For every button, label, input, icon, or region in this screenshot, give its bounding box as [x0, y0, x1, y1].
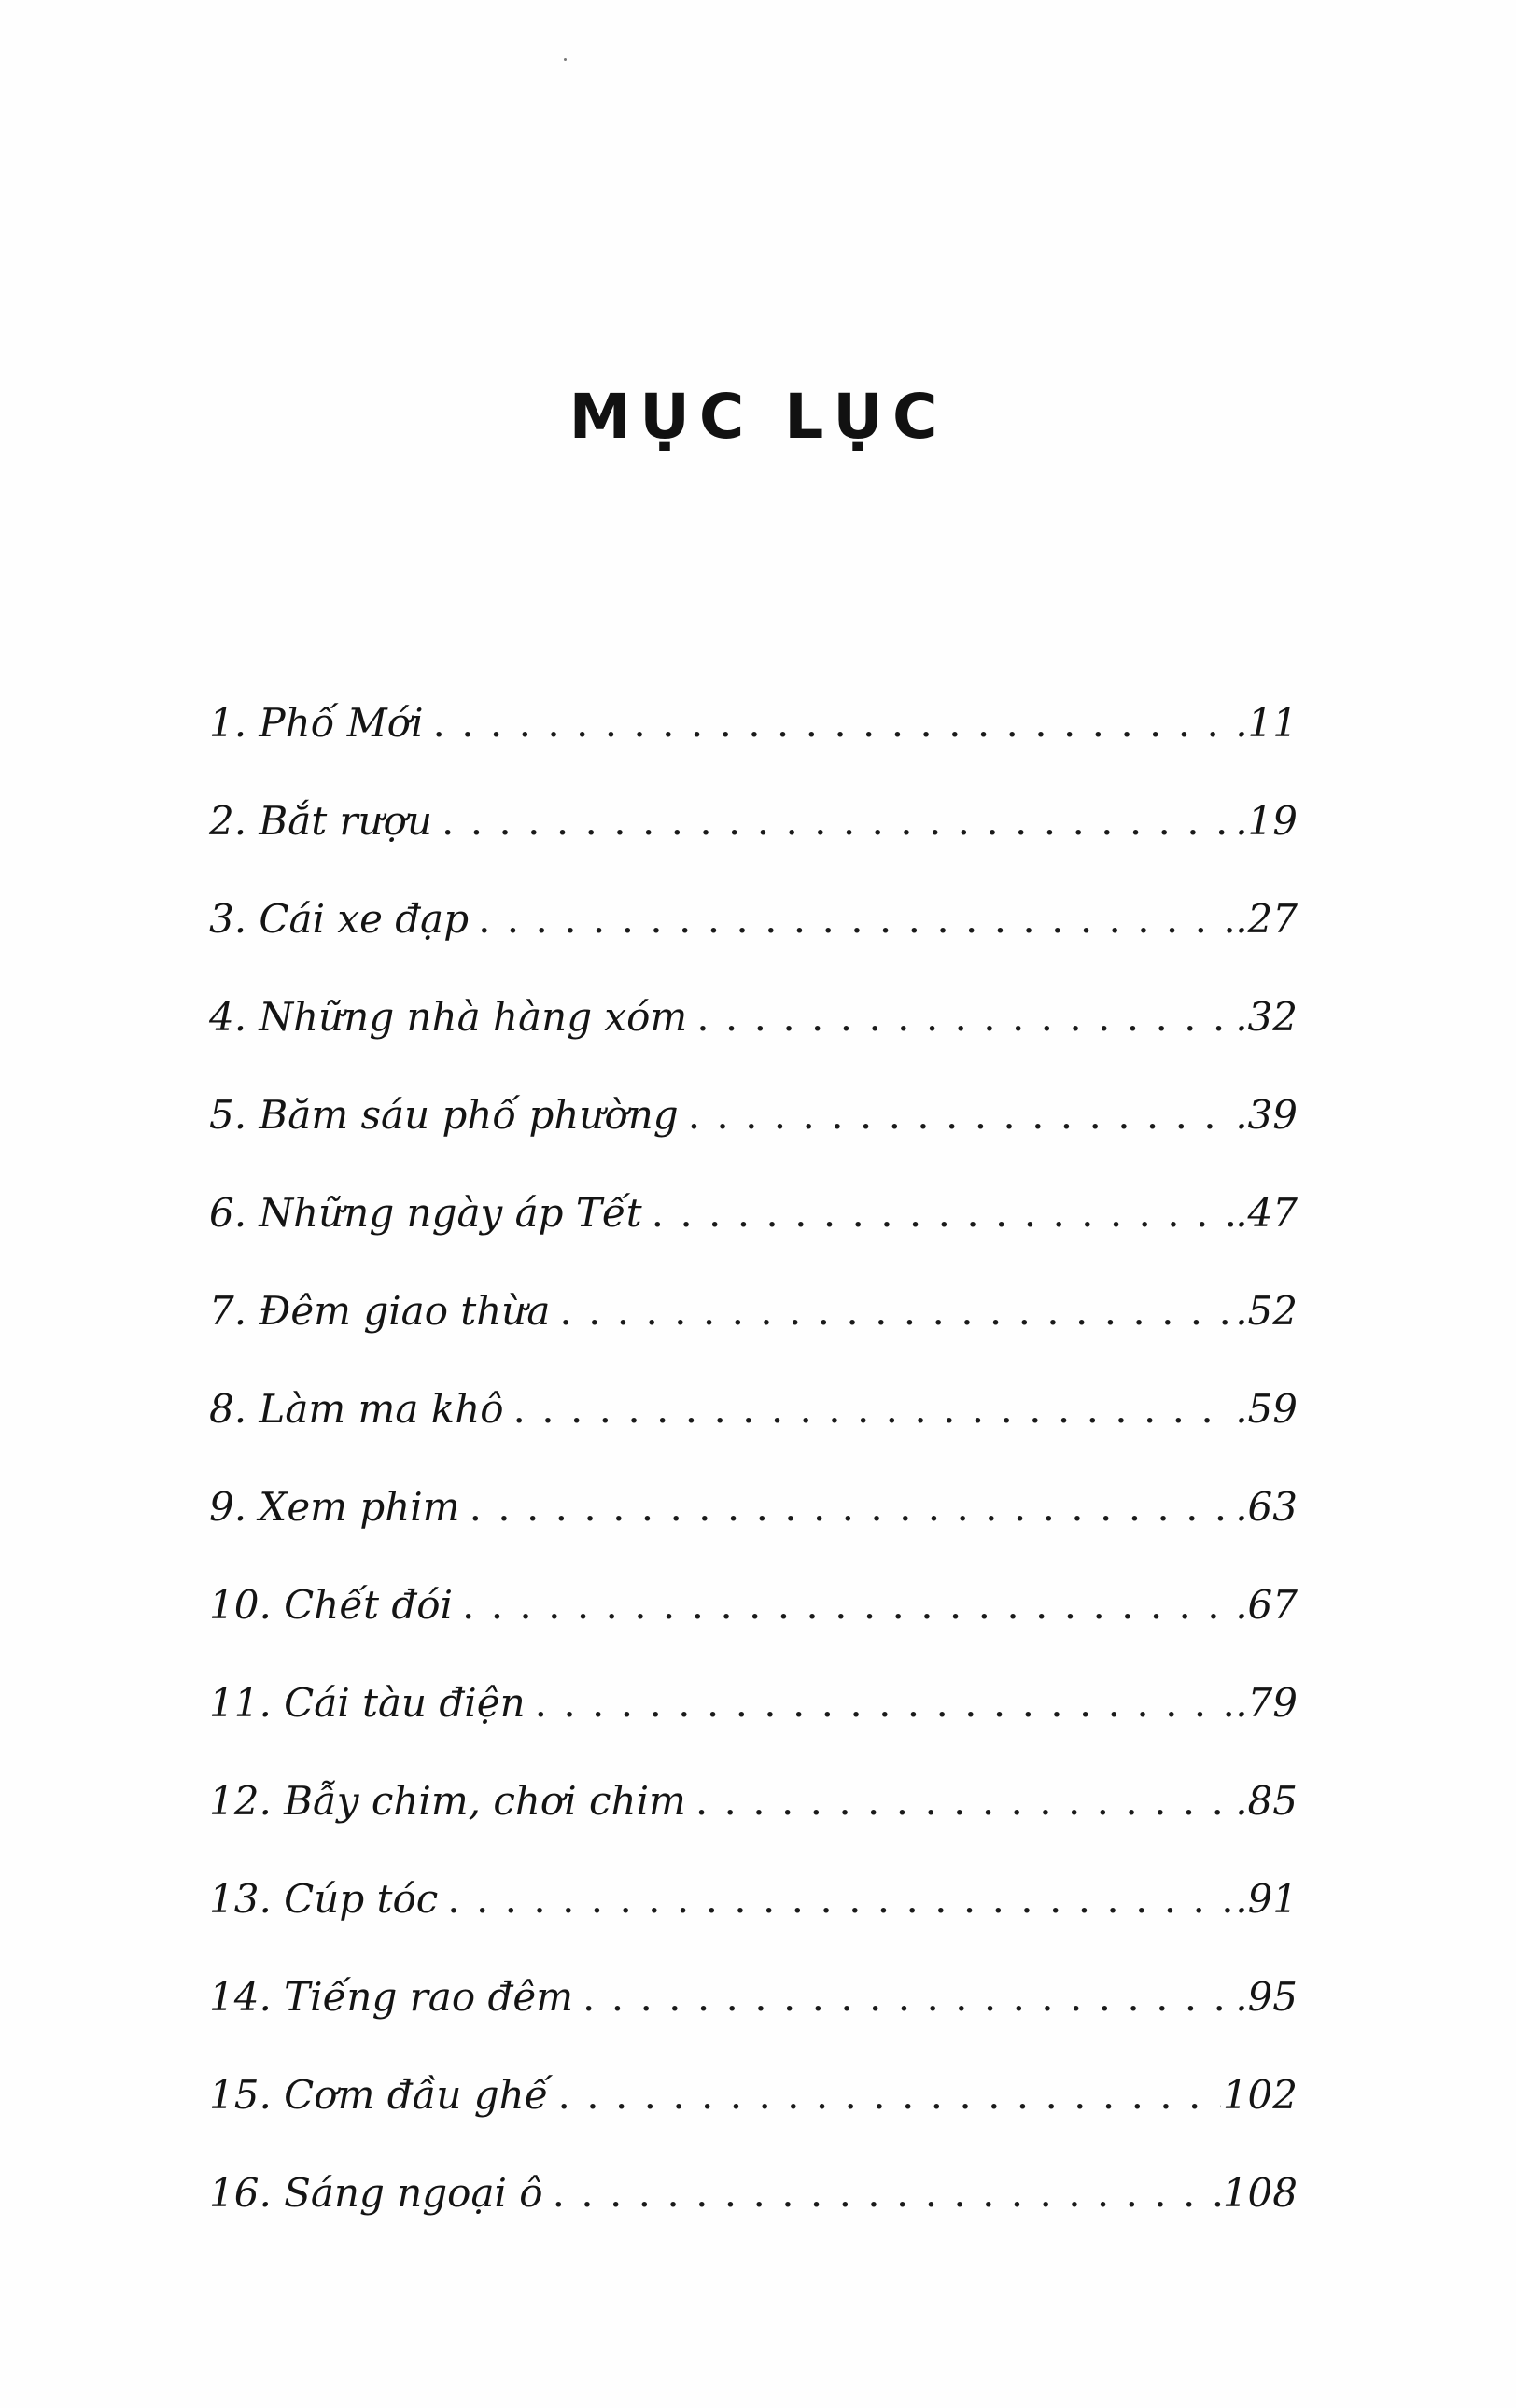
- toc-entry-title: 4. Những nhà hàng xóm: [209, 994, 688, 1040]
- toc-entry: [209, 1829, 1298, 1927]
- print-speck: [564, 58, 567, 61]
- toc-entry-title: 7. Đêm giao thừa: [209, 1288, 551, 1334]
- toc-entry: [209, 1045, 1298, 1143]
- toc-entry-title: 6. Những ngày áp Tết: [209, 1190, 642, 1236]
- toc-entry-title: 14. Tiếng rao đêm: [209, 1974, 574, 2020]
- toc-entry-page-number: .47: [1235, 1190, 1298, 1236]
- toc-entry: [209, 1927, 1298, 2025]
- toc-entry: [209, 849, 1298, 947]
- toc-entry-title: 12. Bẫy chim, chơi chim: [209, 1778, 686, 1824]
- dot-leader: [684, 1087, 1234, 1143]
- toc-entry: [209, 947, 1298, 1045]
- toc-entry-title: 5. Băm sáu phố phường: [209, 1092, 679, 1138]
- toc-entry: [209, 1535, 1298, 1633]
- toc-entry: [209, 653, 1298, 751]
- toc-entry: [209, 751, 1298, 849]
- dot-leader: [458, 1577, 1233, 1633]
- toc-entry-page-number: .67: [1235, 1582, 1298, 1628]
- toc-entry-page-number: .91: [1235, 1876, 1298, 1922]
- toc-entry: [209, 1731, 1298, 1829]
- toc-entry-page-number: .85: [1235, 1778, 1298, 1824]
- toc-entry: [209, 1633, 1298, 1731]
- dot-leader: [474, 891, 1233, 947]
- toc-entry-title: 2. Bắt rượu: [209, 798, 433, 844]
- toc-entry-title: 13. Cúp tóc: [209, 1876, 439, 1922]
- toc-entry-page-number: 108: [1222, 2170, 1298, 2216]
- toc-entry-page-number: .32: [1235, 994, 1298, 1040]
- dot-leader: [429, 695, 1234, 751]
- dot-leader: [692, 1773, 1233, 1829]
- toc-entry-page-number: .63: [1235, 1484, 1298, 1530]
- dot-leader: [466, 1479, 1234, 1535]
- toc-entry: [209, 2025, 1298, 2123]
- toc-entry: [209, 1437, 1298, 1535]
- toc-entry-page-number: .11: [1235, 700, 1298, 746]
- toc-entry-page-number: .95: [1235, 1974, 1298, 2020]
- dot-leader: [555, 1283, 1233, 1339]
- dot-leader: [531, 1675, 1234, 1731]
- table-of-contents: [209, 653, 1298, 2221]
- toc-entry-page-number: 102: [1222, 2072, 1298, 2118]
- toc-entry-page-number: .59: [1235, 1386, 1298, 1432]
- toc-entry-title: 15. Cơm đầu ghế: [209, 2072, 549, 2118]
- toc-entry-page-number: .27: [1235, 896, 1298, 942]
- dot-leader: [693, 989, 1233, 1045]
- dot-leader: [510, 1381, 1234, 1437]
- toc-entry: [209, 1339, 1298, 1437]
- toc-entry-title: 3. Cái xe đạp: [209, 896, 470, 942]
- toc-entry-page-number: .79: [1235, 1680, 1298, 1726]
- toc-entry: [209, 1241, 1298, 1339]
- page-title: MỤC LỤC: [568, 381, 948, 454]
- toc-entry-title: 1. Phố Mới: [209, 700, 424, 746]
- toc-entry: [209, 2123, 1298, 2221]
- dot-leader: [549, 2165, 1221, 2221]
- toc-entry: [209, 1143, 1298, 1241]
- toc-entry-page-number: .52: [1235, 1288, 1298, 1334]
- toc-entry-page-number: .39: [1235, 1092, 1298, 1138]
- dot-leader: [443, 1871, 1233, 1927]
- dot-leader: [648, 1185, 1234, 1241]
- dot-leader: [438, 793, 1233, 849]
- dot-leader: [579, 1969, 1233, 2025]
- toc-entry-title: 10. Chết đói: [209, 1582, 454, 1628]
- toc-entry-page-number: .19: [1235, 798, 1298, 844]
- toc-entry-title: 16. Sáng ngoại ô: [209, 2170, 543, 2216]
- toc-entry-title: 9. Xem phim: [209, 1484, 460, 1530]
- toc-entry-title: 8. Làm ma khô: [209, 1386, 504, 1432]
- toc-entry-title: 11. Cái tàu điện: [209, 1680, 526, 1726]
- dot-leader: [554, 2067, 1221, 2123]
